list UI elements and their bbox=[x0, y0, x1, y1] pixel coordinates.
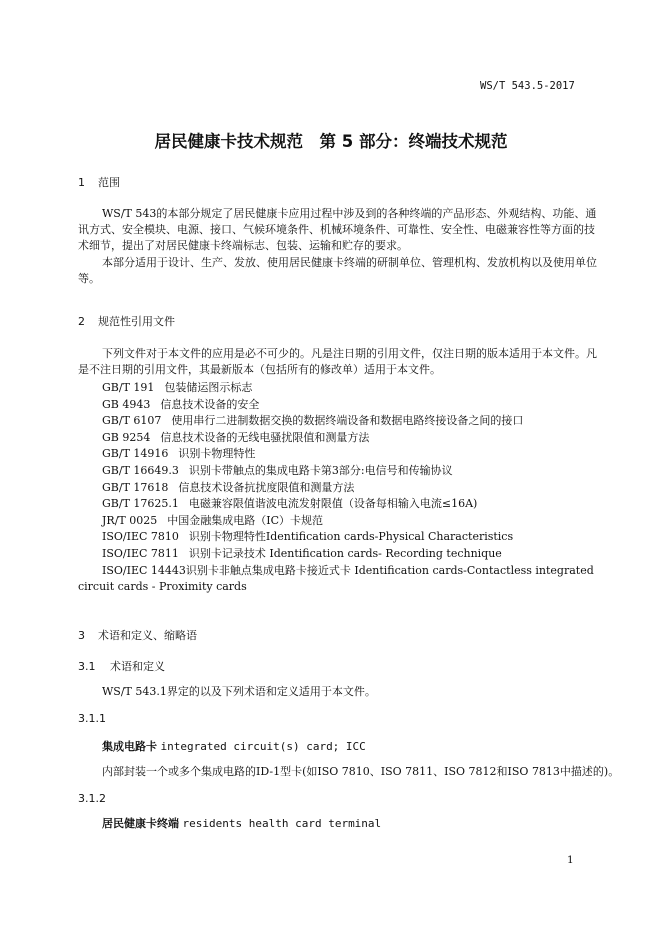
paragraph: 下列文件对于本文件的应用是必不可少的。凡是注日期的引用文件，仅注日期的版本适用于本文件。凡是不注日期的引用文件，其最新版本（包括所有的修改单）适用于本文件。 bbox=[78, 347, 597, 377]
reference-item bbox=[78, 480, 600, 497]
reference-title: 识别卡带触点的集成电路卡第3部分:电信号和传输协议 bbox=[188, 463, 453, 477]
term-number: 3.1.1 bbox=[78, 712, 106, 725]
term-entry bbox=[102, 738, 366, 754]
paragraph: WS/T 543的本部分规定了居民健康卡应用过程中涉及到的各种终端的产品形态、外观结构、功能、通讯方式、安全模块、电源、接口、气候环境条件、机械环境条件、可靠性、安全性、电磁兼容性等方面的技术细节，提出了对居民健康卡终端标志、包装、运输和贮存的要求。 bbox=[78, 207, 597, 253]
section-2-intro bbox=[78, 346, 600, 378]
reference-item bbox=[78, 380, 600, 397]
paragraph: WS/T 543.1界定的以及下列术语和定义适用于本文件。 bbox=[102, 685, 376, 698]
reference-title: 识别卡非触点集成电路卡接近式卡 Identification cards-Contactless integrated circuit cards - Proximity cards bbox=[78, 563, 594, 594]
section-number: 1 bbox=[78, 176, 85, 189]
section-number: 3 bbox=[78, 629, 85, 642]
reference-code: JR/T 0025 bbox=[102, 513, 158, 527]
reference-code: ISO/IEC 7810 bbox=[102, 530, 179, 544]
reference-list bbox=[78, 380, 600, 596]
term-english: integrated circuit(s) card; ICC bbox=[160, 740, 366, 753]
term-entry bbox=[102, 815, 381, 831]
reference-code: GB/T 17618 bbox=[102, 480, 169, 494]
reference-item bbox=[78, 496, 600, 513]
subsection-title: 术语和定义 bbox=[110, 660, 165, 673]
reference-item bbox=[78, 397, 600, 414]
reference-title: 信息技术设备的无线电骚扰限值和测量方法 bbox=[160, 430, 370, 444]
reference-title: 信息技术设备抗扰度限值和测量方法 bbox=[178, 480, 355, 494]
reference-code: GB/T 17625.1 bbox=[102, 497, 179, 511]
reference-title: 使用串行二进制数据交换的数据终端设备和数据电路终接设备之间的接口 bbox=[171, 414, 524, 428]
section-title: 规范性引用文件 bbox=[98, 315, 175, 328]
reference-code: GB 4943 bbox=[102, 397, 151, 411]
reference-code: GB 9254 bbox=[102, 430, 151, 444]
reference-code: GB/T 191 bbox=[102, 381, 155, 394]
reference-item bbox=[78, 446, 600, 463]
reference-title: 信息技术设备的安全 bbox=[160, 397, 260, 411]
reference-title: 识别卡物理特性Identification cards-Physical Characteristics bbox=[188, 530, 514, 544]
reference-item bbox=[78, 546, 600, 563]
section-title: 范围 bbox=[98, 176, 120, 189]
section-title: 术语和定义、缩略语 bbox=[98, 629, 197, 642]
section-3-heading bbox=[78, 627, 197, 643]
document-code: WS/T 543.5-2017 bbox=[480, 80, 575, 92]
reference-title: 中国金融集成电路（IC）卡规范 bbox=[167, 513, 323, 527]
reference-code: GB/T 6107 bbox=[102, 414, 162, 428]
term-number: 3.1.2 bbox=[78, 792, 106, 805]
reference-title: 包装储运图示标志 bbox=[164, 381, 253, 394]
section-1-heading bbox=[78, 174, 120, 190]
section-number: 2 bbox=[78, 315, 85, 328]
paragraph: 本部分适用于设计、生产、发放、使用居民健康卡终端的研制单位、管理机构、发放机构以及使用单位等。 bbox=[78, 255, 597, 285]
page-title: 居民健康卡技术规范 第 5 部分：终端技术规范 bbox=[154, 132, 508, 151]
section-2-heading bbox=[78, 313, 175, 329]
reference-code: GB/T 16649.3 bbox=[102, 463, 179, 477]
reference-item bbox=[78, 529, 600, 546]
reference-item bbox=[78, 463, 600, 480]
term-chinese: 居民健康卡终端 bbox=[102, 817, 179, 830]
reference-item bbox=[78, 413, 600, 430]
subsection-number: 3.1 bbox=[78, 660, 96, 673]
page-number: 1 bbox=[567, 854, 574, 866]
term-chinese: 集成电路卡 bbox=[102, 740, 157, 753]
reference-code: ISO/IEC 14443 bbox=[102, 563, 186, 577]
reference-item bbox=[78, 513, 600, 530]
reference-code: ISO/IEC 7811 bbox=[102, 546, 179, 560]
subsection-heading bbox=[78, 658, 165, 674]
reference-title: 识别卡记录技术 Identification cards- Recording technique bbox=[188, 546, 502, 560]
reference-item bbox=[78, 430, 600, 447]
section-1-body bbox=[78, 206, 600, 287]
term-definition: 内部封装一个或多个集成电路的ID-1型卡(如ISO 7810、ISO 7811、ISO 7812和ISO 7813中描述的)。 bbox=[102, 765, 620, 778]
reference-title: 电磁兼容限值谐波电流发射限值（设备每相输入电流≤16A) bbox=[188, 497, 478, 511]
reference-title: 识别卡物理特性 bbox=[178, 447, 256, 461]
term-english: residents health card terminal bbox=[182, 817, 382, 830]
reference-code: GB/T 14916 bbox=[102, 447, 169, 461]
reference-item bbox=[78, 563, 600, 596]
